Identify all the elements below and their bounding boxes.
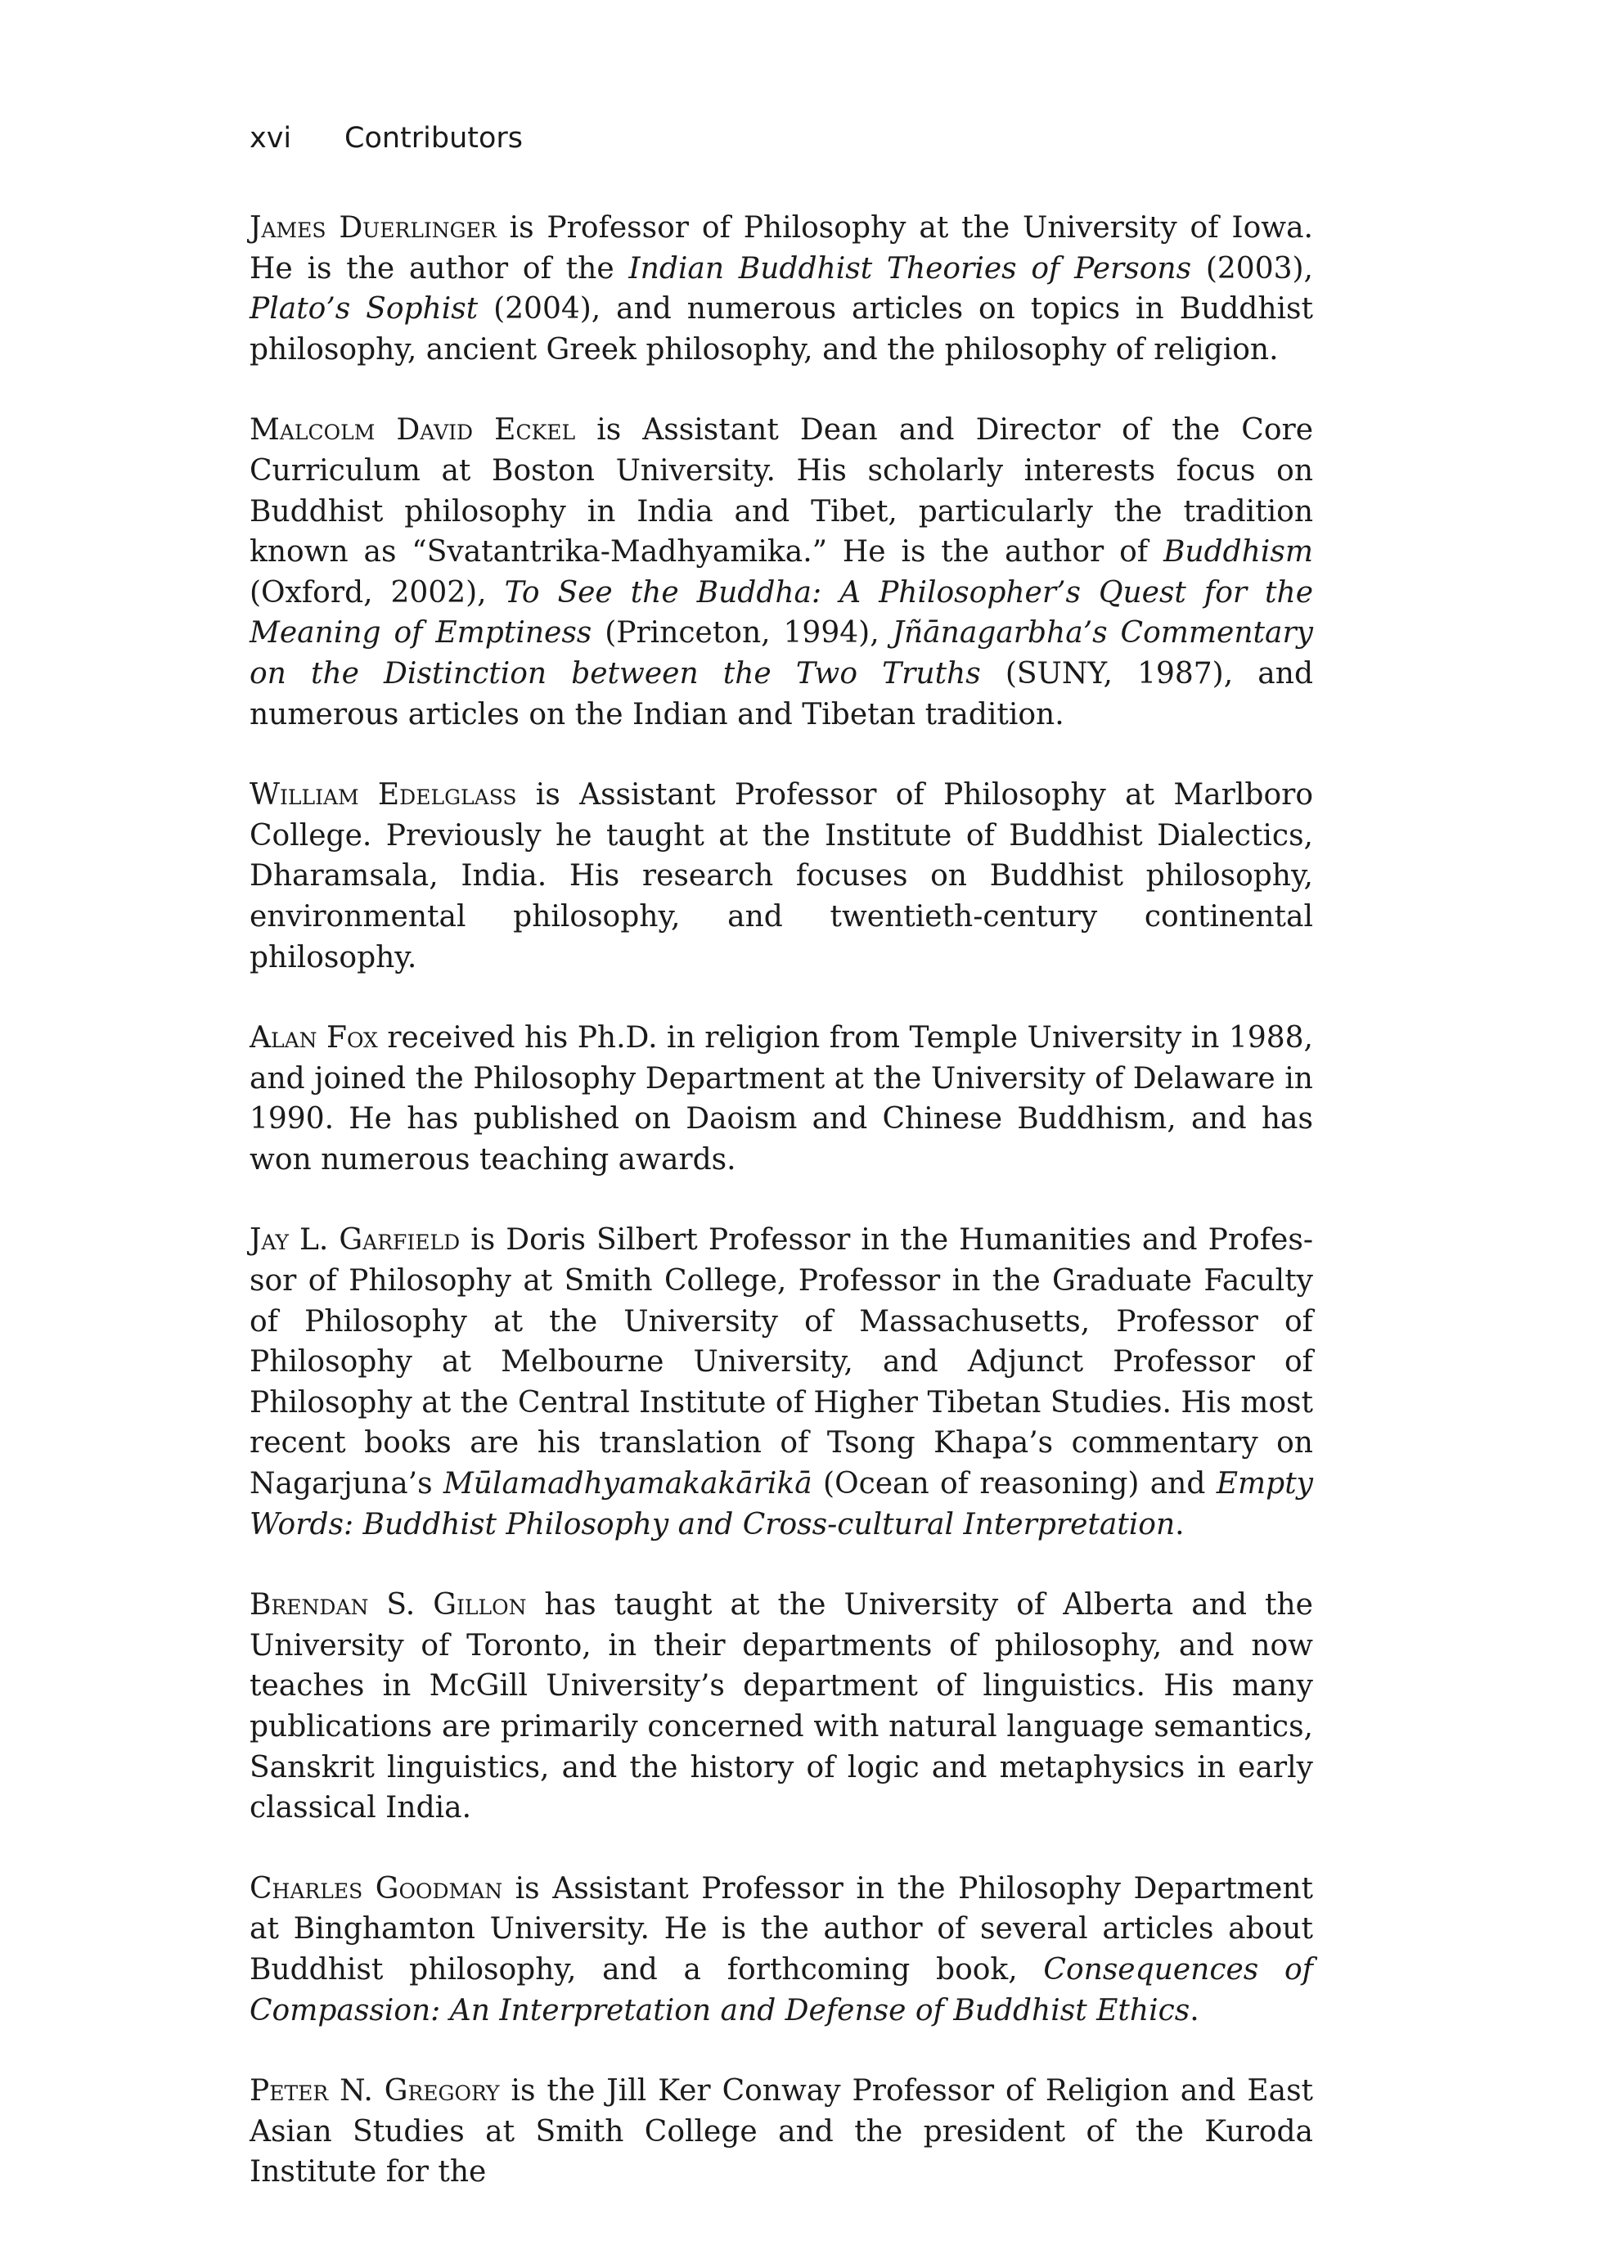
contributor-name: Jay L. Garfield bbox=[250, 1223, 461, 1258]
contributor-name: Alan Fox bbox=[250, 1021, 378, 1055]
bio-text: (Princeton, 1994), bbox=[592, 616, 893, 650]
book-title: Plato’s Sophist bbox=[250, 292, 479, 326]
contributor-entry bbox=[250, 1869, 1313, 2031]
contributor-name: Charles Goodman bbox=[250, 1871, 503, 1906]
book-title: To See the Buddha: A Philosopher’s Quest for the Meaning of Emptiness bbox=[250, 575, 1313, 650]
section-title: Contributors bbox=[344, 122, 524, 155]
bio-text: has taught at the University of Alberta and the University of Toronto, in their departments of philosophy, and now teaches in McGill University’s department of linguistics. His many publications are primarily concerned with natural language semantics, Sanskrit linguistics, and the history of logic and metaphysics in early classical India. bbox=[250, 1588, 1313, 1825]
bio-text: is Doris Silbert Professor in the Humanities and Professor of Philosophy at Smith College, Professor in the Graduate Faculty of Philosophy at the University of Massachusetts, Professor of Philosophy at Melbourne University, and Adjunct Professor of Philosophy at the Central Institute of Higher Tibetan Studies. His most recent books are his translation of Tsong Khapa’s commentary on Nagarjuna’s bbox=[250, 1223, 1313, 1501]
book-title: Jñānagarbha’s Commentary on the Distinction between the Two Truths bbox=[250, 616, 1313, 691]
book-title: Consequences of Compassion: An Interpretation and Defense of Buddhist Ethics bbox=[250, 1952, 1313, 2027]
book-title: Empty Words: Buddhist Philosophy and Cross-cultural Interpretation bbox=[250, 1467, 1313, 1541]
bio-text: . bbox=[1175, 1507, 1185, 1541]
contributor-name: Brendan S. Gillon bbox=[250, 1588, 527, 1622]
bio-text: is Assistant Professor of Philosophy at Marlboro College. Previously he taught at the Institute of Buddhist Dialectics, Dharamsala, India. His research focuses on Buddhist philosophy, environmental philosophy, and twentieth-century continental philosophy. bbox=[250, 778, 1313, 974]
bio-text: (SUNY, 1987), and numerous articles on the Indian and Tibetan tradition. bbox=[250, 656, 1313, 731]
contributor-entry bbox=[250, 410, 1313, 735]
contributor-entry bbox=[250, 1220, 1313, 1545]
contributor-name: Malcolm David Eckel bbox=[250, 413, 576, 448]
bio-text: . bbox=[1190, 1993, 1199, 2027]
book-page bbox=[250, 115, 1313, 2233]
contributor-entry bbox=[250, 1585, 1313, 1829]
contributor-entry bbox=[250, 208, 1313, 370]
book-title: Indian Buddhist Theories of Persons bbox=[628, 251, 1192, 286]
bio-text: (2003), bbox=[1191, 251, 1313, 286]
bio-text: is the Jill Ker Conway Professor of Religion and East Asian Studies at Smith College and the president of the Kuroda Institute for the bbox=[250, 2074, 1314, 2189]
bio-text: is Assistant Dean and Director of the Core Curriculum at Boston University. His scholarly interests focus on Buddhist philosophy in India and Tibet, particularly the tradition known as “Svatantrika-Madhyamika.” He is the author of bbox=[250, 413, 1314, 569]
bio-text: (Ocean of reasoning) and bbox=[812, 1467, 1217, 1501]
bio-text: is Professor of Philosophy at the University of Iowa. He is the author of the bbox=[250, 211, 1313, 286]
contributor-entry bbox=[250, 775, 1313, 978]
contributor-name: William Edelglass bbox=[250, 778, 517, 812]
bio-text: is Assistant Professor in the Philosophy Department at Binghamton University. He is the author of several articles about Buddhist philosophy, and a forthcoming book, bbox=[250, 1871, 1314, 1987]
book-title: Buddhism bbox=[1163, 535, 1313, 569]
book-title: Mūlamadhyamakakārikā bbox=[443, 1467, 812, 1501]
contributor-entry bbox=[250, 2071, 1313, 2193]
running-head bbox=[250, 115, 1313, 162]
contributor-name: James Duerlinger bbox=[250, 211, 497, 245]
bio-text: (Oxford, 2002), bbox=[250, 575, 505, 610]
page-number: xvi bbox=[250, 122, 292, 155]
bio-text: (2004), and numerous articles on topics in Buddhist philosophy, ancient Greek philosophy, and the philosophy of religion. bbox=[250, 292, 1313, 367]
contributor-entry bbox=[250, 1018, 1313, 1180]
contributor-name: Peter N. Gregory bbox=[250, 2074, 500, 2108]
bio-text: received his Ph.D. in religion from Temple University in 1988, and joined the Philosophy Department at the University of Delaware in 1990. He has published on Daoism and Chinese Buddhism, and has won numerous teaching awards. bbox=[250, 1021, 1313, 1177]
